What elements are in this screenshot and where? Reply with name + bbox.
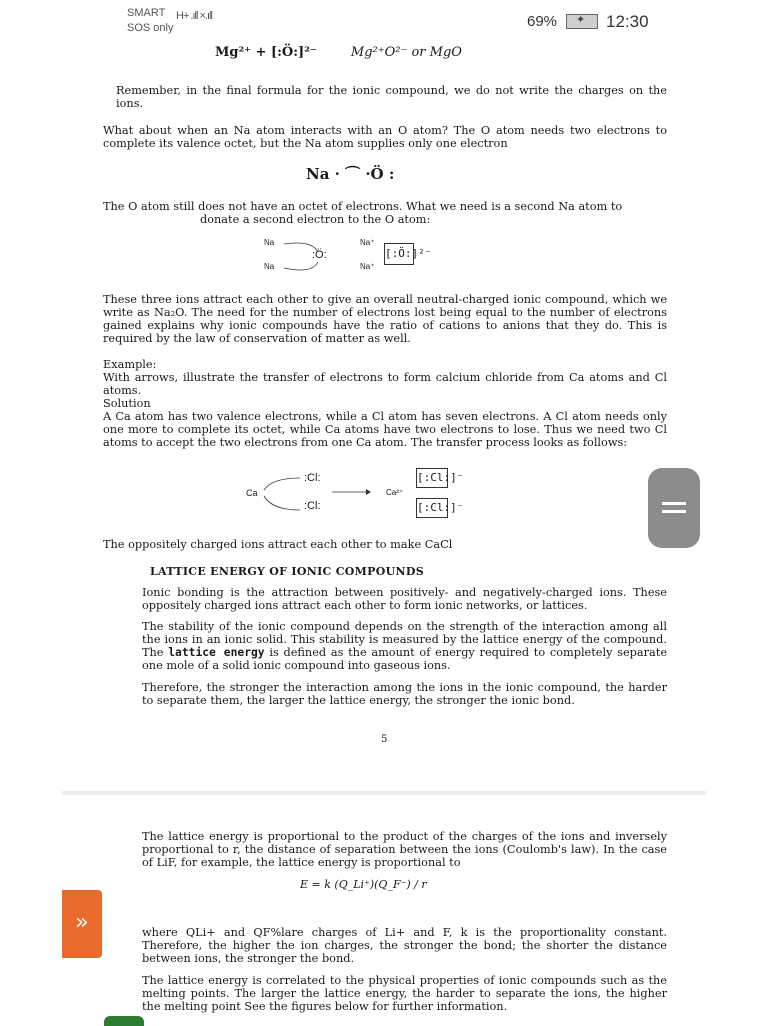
solution-text: A Ca atom has two valence electrons, while a Cl atom has seven electrons. A Cl atom needs only one more to complete its octet, while Ca atoms have two electrons to lose. Thus we need two Cl atoms to accept the two electrons from one Ca atom. The transfer process looks as follows: [103, 410, 667, 449]
diagram-o-ion: [:Ö:]²⁻ [384, 243, 414, 265]
ca-ion-label: Ca²⁺ [386, 488, 404, 497]
equation-right: Mg²⁺O²⁻ or MgO [350, 45, 462, 60]
cl-ion-bottom: [:Cl:]⁻ [416, 498, 448, 518]
paragraph-three-ions: These three ions attract each other to give an overall neutral-charged ionic compound, which we write as Na₂O. The need for the number of electrons lost being equal to the number of electrons gained explains why ionic compounds have the ratio of cations to anions that they do. This is required by the law of conservation of matter as well. [103, 293, 667, 345]
electron-transfer-arrows [282, 240, 332, 274]
na-o-electron-diagram: Na · ⌒ ·Ö : [306, 165, 395, 183]
battery-charging-icon: ✦ [566, 14, 598, 29]
paragraph-ionic-bonding: Ionic bonding is the attraction between positively- and negatively-charged ions. These oppositely charged ions attract each other to form ionic networks, or lattices. [142, 586, 667, 612]
page-divider [62, 791, 706, 795]
diagram-na-plus-bottom: Na⁺ [360, 262, 375, 271]
cl-atom-bottom: :Cl: [304, 500, 321, 512]
bottom-logo-icon [104, 1016, 144, 1026]
carrier-sos: SOS only [127, 22, 174, 34]
stability-text-post: is defined as the amount of energy required to completely separate one mole of a solid ionic compound into gaseous ions. [142, 646, 668, 672]
battery-percentage: 69% [527, 13, 558, 30]
cl-ion-top: [:Cl:]⁻ [416, 468, 448, 488]
clock: 12:30 [606, 12, 649, 31]
lattice-energy-formula: E = k (Q_Li⁺)(Q_F⁻) / r [300, 878, 427, 891]
example-text: With arrows, illustrate the transfer of electrons to form calcium chloride from Ca atoms and Cl atoms. [103, 371, 667, 397]
heading-lattice-energy: LATTICE ENERGY OF IONIC COMPOUNDS [150, 565, 424, 578]
equation-left: Mg²⁺ + [:Ö:]²⁻ [215, 45, 317, 60]
paragraph-oppositely: The oppositely charged ions attract each other to make CaCl [103, 538, 453, 551]
example-label: Example: [103, 358, 157, 371]
stability-text-pre: The stability of the ionic compound depends on the strength of the interaction among all the ions in an ionic solid. This stability is measured by the lattice energy of the compound. The [142, 620, 667, 659]
paragraph-therefore: Therefore, the stronger the interaction among the ions in the ionic compound, the harder to separate them, the larger the lattice energy, the stronger the ionic bond. [142, 681, 667, 707]
status-bar [0, 0, 768, 42]
signal-icon: H+ .ıll ×.ıll [176, 10, 212, 22]
paragraph-stability [142, 620, 667, 672]
paragraph-octet-line1: The O atom still does not have an octet of electrons. What we need is a second Na atom to [103, 200, 623, 213]
paragraph-octet [103, 200, 667, 213]
page-number: 5 [381, 734, 388, 745]
paragraph-what-about: What about when an Na atom interacts with an O atom? The O atom needs two electrons to complete its valence octet, but the Na atom supplies only one electron [103, 124, 667, 150]
expand-side-tab-button[interactable]: » [62, 890, 102, 958]
diagram-na-bottom: Na [264, 262, 275, 271]
cl-atom-top: :Cl: [304, 472, 321, 484]
paragraph-octet-line2: donate a second electron to the O atom: [200, 213, 431, 226]
paragraph-correlated: The lattice energy is correlated to the physical properties of ionic compounds such as the melting points. The larger the lattice energy, the harder to separate the ions, the higher the melting point See the figures below for further information. [142, 974, 667, 1013]
carrier-name: SMART [127, 7, 166, 19]
stability-bold-term: lattice energy [168, 646, 265, 659]
diagram-na-top: Na [264, 238, 275, 247]
menu-lines-icon[interactable] [648, 468, 700, 548]
equation-mgo [215, 45, 462, 60]
diagram-na-plus-top: Na⁺ [360, 238, 375, 247]
ca-atom-label: Ca [246, 488, 258, 498]
ca-transfer-arrows [262, 474, 372, 516]
paragraph-where: where QLi+ and QF%lare charges of Li+ and F, k is the proportionality constant. Therefore, the higher the ion charges, the stronger the bond; the shorter the distance between ions, the stronger the bond. [142, 926, 667, 965]
diagram-o-atom: :Ö: [312, 249, 327, 261]
carrier-info [127, 6, 173, 36]
solution-label: Solution [103, 397, 151, 410]
paragraph-proportional: The lattice energy is proportional to the product of the charges of the ions and inversely proportional to r, the distance of separation between the ions (Coulomb's law). In the case of LiF, for example, the lattice energy is proportional to [142, 830, 667, 869]
paragraph-remember: Remember, in the final formula for the ionic compound, we do not write the charges on the ions. [116, 84, 667, 110]
